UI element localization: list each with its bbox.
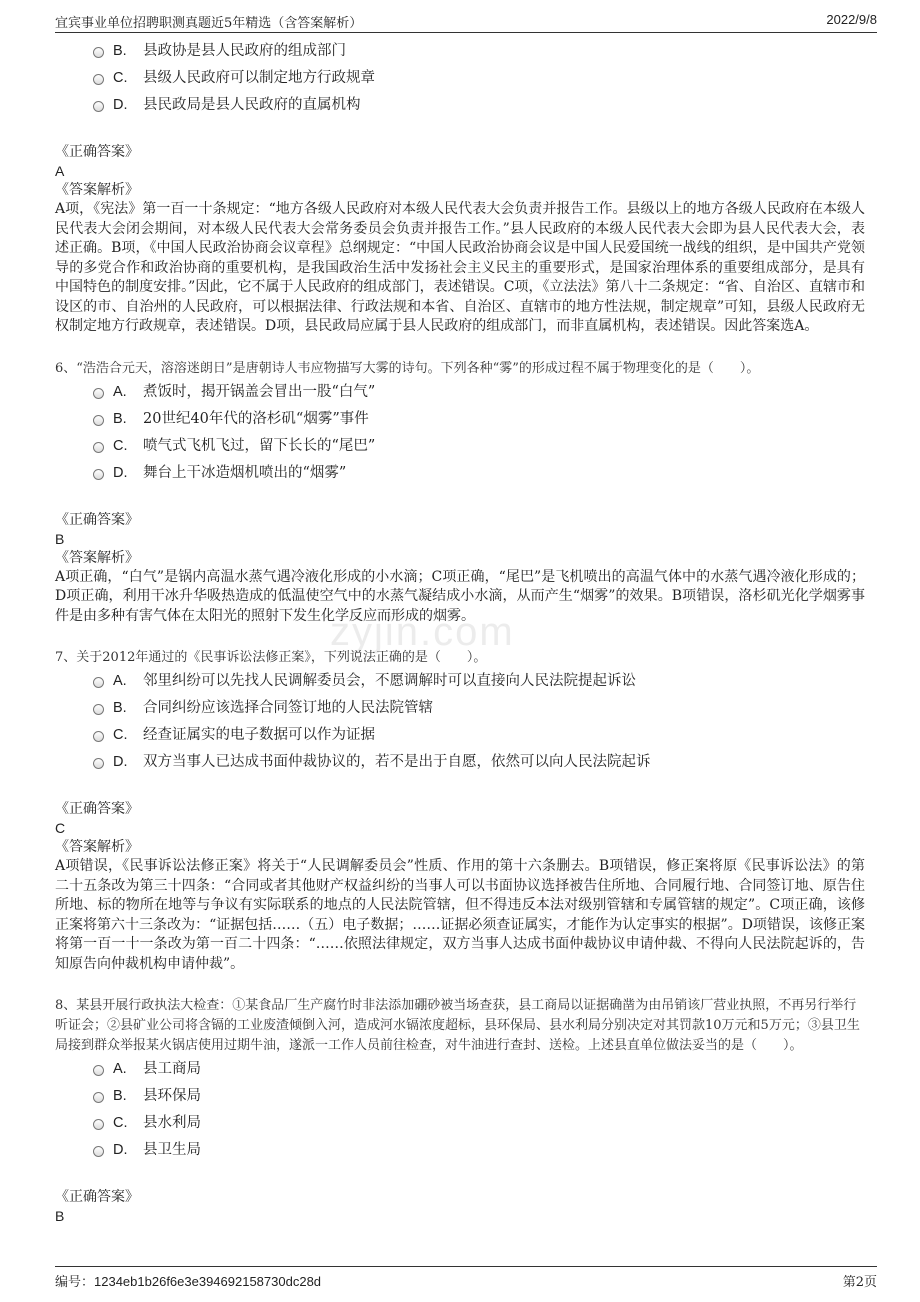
page-header — [55, 12, 877, 32]
option-a[interactable]: A. 邻里纠纷可以先找人民调解委员会，不愿调解时可以直接向人民法院提起诉讼 — [55, 668, 865, 695]
watermark: zyjin.com — [330, 610, 515, 654]
radio-icon[interactable] — [93, 677, 104, 688]
radio-icon[interactable] — [93, 1146, 104, 1157]
answer-label: 《正确答案》 — [55, 801, 139, 817]
option-d[interactable]: D. 县民政局是县人民政府的直属机构 — [55, 92, 865, 119]
option-b[interactable]: B. 合同纠纷应该选择合同签订地的人民法院管辖 — [55, 695, 865, 722]
answer-value: B — [55, 530, 65, 547]
answer-label: 《正确答案》 — [55, 1189, 139, 1205]
option-a[interactable]: A. 县工商局 — [55, 1056, 865, 1083]
radio-icon[interactable] — [93, 758, 104, 769]
radio-icon[interactable] — [93, 74, 104, 85]
radio-icon[interactable] — [93, 1065, 104, 1076]
footer-divider — [55, 1266, 877, 1267]
option-a[interactable]: A. 煮饭时，揭开锅盖会冒出一股“白气” — [55, 379, 865, 406]
explanation-text: A项，《宪法》第一百一十条规定：“地方各级人民政府对本级人民代表大会负责并报告工作。县级以上的地方各级人民政府在本级人民代表大会闭会期间，对本级人民代表大会常务委员会负责并报告工作。”县人民政府的本级人民代表大会即为县人民代表大会，表述正确。B项，《中国人民政治协商会议章程》总纲规定：“中国人民政治协商会议是中国人民爱国统一战线的组织，是中国共产党领导的多党合作和政治协商的重要机构，是我国政治生活中发扬社会主义民主的重要形式，是国家治理体系的重要组成部分，是具有中国特色的制度安排。”因此，它不属于人民政府的组成部门，表述错误。C项，《立法法》第八十二条规定：“省、自治区、直辖市和设区的市、自治州的人民政府，可以根据法律、行政法规和本省、自治区、直辖市的地方性法规，制定规章”可知，县级人民政府无权制定地方行政规章，表述错误。D项，县民政局应属于县人民政府的组成部门，而非直属机构，表述错误。因此答案选A。 — [55, 201, 865, 334]
explanation-label: 《答案解析》 — [55, 549, 139, 566]
answer-value: C — [55, 820, 66, 836]
page-number: 第2页 — [842, 1275, 877, 1290]
code-label: 编号： — [55, 1275, 95, 1290]
option-c[interactable]: C. 经查证属实的电子数据可以作为证据 — [55, 722, 865, 749]
radio-icon[interactable] — [93, 388, 104, 399]
radio-icon[interactable] — [93, 1119, 104, 1130]
option-c[interactable]: C. 喷气式飞机飞过，留下长长的“尾巴” — [55, 433, 865, 460]
option-b[interactable]: B. 20世纪40年代的洛杉矶“烟雾”事件 — [55, 406, 865, 433]
option-d[interactable]: D. 双方当事人已达成书面仲裁协议的，若不是出于自愿，依然可以向人民法院起诉 — [55, 749, 865, 776]
question-7 — [55, 648, 865, 974]
explanation-label: 《答案解析》 — [55, 839, 139, 855]
option-c[interactable]: C. 县级人民政府可以制定地方行政规章 — [55, 65, 865, 92]
radio-icon[interactable] — [93, 47, 104, 58]
radio-icon[interactable] — [93, 442, 104, 453]
question-6 — [55, 359, 865, 627]
radio-icon[interactable] — [93, 101, 104, 112]
option-d[interactable]: D. 县卫生局 — [55, 1137, 865, 1164]
header-divider — [55, 32, 877, 33]
explanation-text: A项正确，“白气”是锅内高温水蒸气遇冷液化形成的小水滴；C项正确，“尾巴”是飞机喷出的高温气体中的水蒸气遇冷液化形成的；D项正确，利用干冰升华吸热造成的低温使空气中的水蒸气凝结成小水滴，从而产生“烟雾”的效果。B项错误，洛杉矶光化学烟雾事件是由多种有害气体在太阳光的照射下发生化学反应而形成的烟雾。 — [55, 568, 865, 624]
doc-code: 1234eb1b26f6e3e394692158730dc28d — [94, 1274, 322, 1289]
answer-value: B — [55, 1208, 65, 1224]
option-c[interactable]: C. 县水利局 — [55, 1110, 865, 1137]
question-text: 7、关于2012年通过的《民事诉讼法修正案》，下列说法正确的是（ ）。 — [55, 650, 487, 665]
doc-title: 宜宾事业单位招聘职测真题近5年精选（含答案解析） — [55, 16, 363, 31]
explanation-label: 《答案解析》 — [55, 182, 139, 198]
option-b[interactable]: B. 县环保局 — [55, 1083, 865, 1110]
radio-icon[interactable] — [93, 1092, 104, 1103]
answer-label: 《正确答案》 — [55, 511, 139, 528]
question-text: 6、“浩浩合元天，溶溶迷朗日”是唐朝诗人韦应物描写大雾的诗句。下列各种“雾”的形成过程不属于物理变化的是（ ）。 — [55, 360, 760, 376]
question-5 — [55, 38, 865, 337]
question-8 — [55, 996, 865, 1226]
option-b[interactable]: B. 县政协是县人民政府的组成部门 — [55, 38, 865, 65]
radio-icon[interactable] — [93, 704, 104, 715]
radio-icon[interactable] — [93, 731, 104, 742]
doc-date: 2022/9/8 — [826, 12, 877, 27]
option-d[interactable]: D. 舞台上干冰造烟机喷出的“烟雾” — [55, 460, 865, 487]
answer-value: A — [55, 163, 65, 179]
radio-icon[interactable] — [93, 469, 104, 480]
page-content — [55, 38, 865, 1226]
answer-label: 《正确答案》 — [55, 144, 139, 160]
question-text: 8、某县开展行政执法大检查：①某食品厂生产腐竹时非法添加硼砂被当场查获，县工商局以证据确凿为由吊销该厂营业执照，不再另行举行听证会；②县矿业公司将含镉的工业废渣倾倒入河，造成河水镉浓度超标，县环保局、县水利局分别决定对其罚款10万元和5万元；③县卫生局接到群众举报某火锅店使用过期牛油，遂派一工作人员前往检查，对牛油进行查封、送检。上述县直单位做法妥当的是（ ）。 — [55, 998, 860, 1053]
explanation-text: A项错误，《民事诉讼法修正案》将关于“人民调解委员会”性质、作用的第十六条删去。B项错误，修正案将原《民事诉讼法》的第二十五条改为第三十四条：“合同或者其他财产权益纠纷的当事人可以书面协议选择被告住所地、合同履行地、合同签订地、原告住所地、标的物所在地等与争议有实际联系的地点的人民法院管辖，但不得违反本法对级别管辖和专属管辖的规定”。C项正确，该修正案将第六十三条改为：“证据包括……（五）电子数据；……证据必须查证属实，才能作为认定事实的根据”。D项错误，该修正案将第一百一十一条改为第一百二十四条：“……依照法律规定，双方当事人达成书面仲裁协议申请仲裁、不得向人民法院起诉的，告知原告向仲裁机构申请仲裁”。 — [55, 858, 865, 972]
radio-icon[interactable] — [93, 415, 104, 426]
